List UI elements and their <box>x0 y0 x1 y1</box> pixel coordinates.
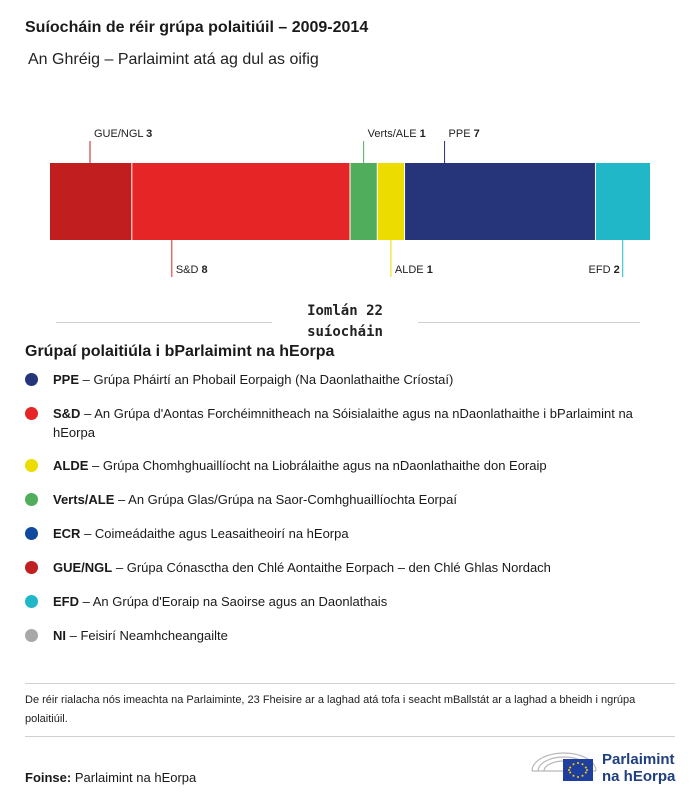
legend-text: An Grúpa d'Eoraip na Saoirse agus an Daonlathais <box>92 594 388 609</box>
logo-line2: na hEorpa <box>602 768 676 785</box>
legend-swatch <box>25 373 38 386</box>
legend-text: Feisirí Neamhcheangailte <box>80 628 228 643</box>
legend-swatch <box>25 561 38 574</box>
segment-label: EFD 2 <box>588 264 620 276</box>
legend-text: Coimeádaithe agus Leasaitheoirí na hEorpa <box>94 526 349 541</box>
total-seats <box>275 301 415 343</box>
legend-abbr: Verts/ALE <box>53 492 115 507</box>
legend-abbr: EFD <box>53 594 79 609</box>
source-label: Foinse: <box>25 770 72 785</box>
legend-item: ALDE – Grúpa Chomhghuaillíocht na Liobrálaithe agus na nDaonlathaithe don Eoraip <box>25 456 675 475</box>
total-divider-right <box>418 322 640 323</box>
total-seats-line2: suíocháin <box>307 324 383 340</box>
source <box>25 770 196 785</box>
legend-swatch <box>25 459 38 472</box>
segment-label: Verts/ALE 1 <box>367 128 426 140</box>
legend-text: Grúpa Pháirtí an Phobail Eorpaigh (Na Daonlathaithe Críostaí) <box>93 372 454 387</box>
legend-item: ECR – Coimeádaithe agus Leasaitheoirí na hEorpa <box>25 524 675 543</box>
bar-segment <box>405 163 596 240</box>
note-divider-top <box>25 683 675 684</box>
note-divider-bottom <box>25 736 675 737</box>
chart-subtitle: An Ghréig – Parlaimint atá ag dul as oifig <box>28 51 319 68</box>
legend-abbr: ECR <box>53 526 81 541</box>
logo-wordmark <box>602 751 675 785</box>
legend-abbr: NI <box>53 628 66 643</box>
legend-abbr: S&D <box>53 406 81 421</box>
legend-swatch <box>25 527 38 540</box>
segment-label: PPE 7 <box>448 128 480 140</box>
footnote: De réir rialacha nós imeachta na Parlaiminte, 23 Fheisire ar a laghad atá tofa i seacht mBallstát ar a laghad a bheidh i ngrúpa polaitiúil. <box>25 694 636 725</box>
chart-title: Suíocháin de réir grúpa polaitiúil – 2009-2014 <box>25 19 369 36</box>
legend-swatch <box>25 407 38 420</box>
legend-text: An Grúpa d'Aontas Forchéimnitheach na Sóisialaithe agus na nDaonlathaithe i bParlaimint na hEorpa <box>53 406 633 440</box>
bar-segment <box>350 163 377 240</box>
legend-swatch <box>25 493 38 506</box>
legend-title: Grúpaí polaitiúla i bParlaimint na hEorpa <box>25 343 335 360</box>
total-divider-left <box>56 322 272 323</box>
legend-item: S&D – An Grúpa d'Aontas Forchéimnitheach na Sóisialaithe agus na nDaonlathaithe i bParlaimint na hEorpa <box>25 404 675 442</box>
legend-item: EFD – An Grúpa d'Eoraip na Saoirse agus an Daonlathais <box>25 592 675 611</box>
legend-text: Grúpa Cónasctha den Chlé Aontaithe Eorpach – den Chlé Ghlas Nordach <box>126 560 551 575</box>
bar-segment <box>377 163 404 240</box>
legend-item: Verts/ALE – An Grúpa Glas/Grúpa na Saor-Comhghuaillíochta Eorpaí <box>25 490 675 509</box>
legend-swatch <box>25 629 38 642</box>
legend-item: PPE – Grúpa Pháirtí an Phobail Eorpaigh (Na Daonlathaithe Críostaí) <box>25 370 675 389</box>
source-value: Parlaimint na hEorpa <box>74 770 197 785</box>
total-seats-line1: Iomlán 22 <box>307 303 383 319</box>
seat-bar-chart <box>0 110 700 290</box>
logo-line1: Parlaimint <box>602 751 675 768</box>
legend-abbr: GUE/NGL <box>53 560 113 575</box>
bar-segment <box>50 163 132 240</box>
legend-swatch <box>25 595 38 608</box>
bar-segment <box>595 163 650 240</box>
legend-abbr: ALDE <box>53 458 89 473</box>
bar-segment <box>132 163 350 240</box>
segment-label: S&D 8 <box>175 264 208 276</box>
segment-label: ALDE 1 <box>394 264 433 276</box>
segment-label: GUE/NGL 3 <box>94 128 153 140</box>
legend-text: Grúpa Chomhghuaillíocht na Liobrálaithe agus na nDaonlathaithe don Eoraip <box>102 458 547 473</box>
legend-item: GUE/NGL – Grúpa Cónasctha den Chlé Aontaithe Eorpach – den Chlé Ghlas Nordach <box>25 558 675 577</box>
legend-text: An Grúpa Glas/Grúpa na Saor-Comhghuaillíochta Eorpaí <box>128 492 457 507</box>
legend-item: NI – Feisirí Neamhcheangailte <box>25 626 675 645</box>
legend-abbr: PPE <box>53 372 80 387</box>
